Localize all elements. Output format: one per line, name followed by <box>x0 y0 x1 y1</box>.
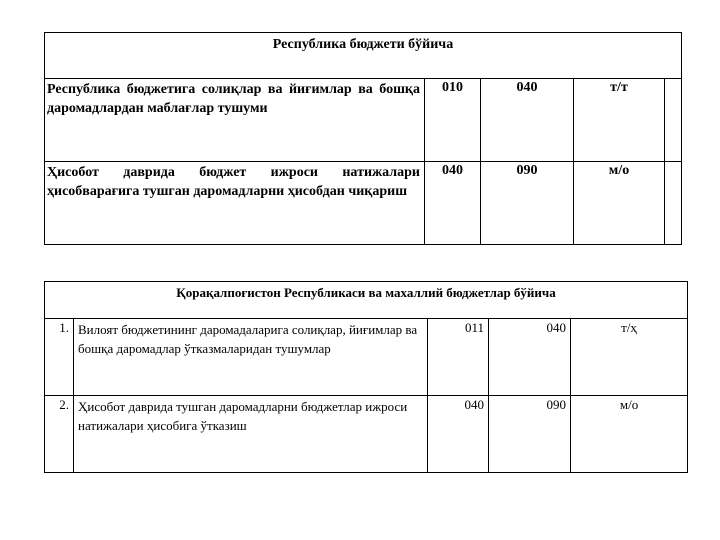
table-title-row <box>45 282 688 319</box>
document-type: м/о <box>571 396 688 473</box>
credit-account: 040 <box>489 319 571 396</box>
table-title: Қорақалпоғистон Республикаси ва махаллий бюджетлар бўйича <box>45 282 688 319</box>
entry-description: Ҳисобот даврида бюджет ижроси натижалари ҳисобварағига тушган даромадларни ҳисобдан чиқариш <box>45 162 425 245</box>
table-row <box>45 319 688 396</box>
local-budget-table <box>44 281 688 473</box>
credit-account: 040 <box>481 79 574 162</box>
row-number: 2. <box>45 396 74 473</box>
entry-description: Вилоят бюджетининг даромадаларига солиқлар, йиғимлар ва бошқа даромадлар ўтказмаларидан тушумлар <box>74 319 428 396</box>
document-type: м/о <box>574 162 665 245</box>
empty-cell <box>665 79 682 162</box>
table-row <box>45 162 682 245</box>
entry-description: Республика бюджетига солиқлар ва йиғимлар ва бошқа даромадлардан маблағлар тушуми <box>45 79 425 162</box>
row-number: 1. <box>45 319 74 396</box>
republic-budget-table <box>44 32 682 245</box>
empty-cell <box>665 162 682 245</box>
debit-account: 011 <box>428 319 489 396</box>
credit-account: 090 <box>481 162 574 245</box>
table-row <box>45 396 688 473</box>
debit-account: 010 <box>425 79 481 162</box>
credit-account: 090 <box>489 396 571 473</box>
debit-account: 040 <box>428 396 489 473</box>
debit-account: 040 <box>425 162 481 245</box>
table-title-row <box>45 33 682 79</box>
document-type: т/т <box>574 79 665 162</box>
table-row <box>45 79 682 162</box>
entry-description: Ҳисобот даврида тушган даромадларни бюджетлар ижроси натижалари ҳисобига ўтказиш <box>74 396 428 473</box>
document-type: т/ҳ <box>571 319 688 396</box>
table-title: Республика бюджети бўйича <box>45 33 682 79</box>
